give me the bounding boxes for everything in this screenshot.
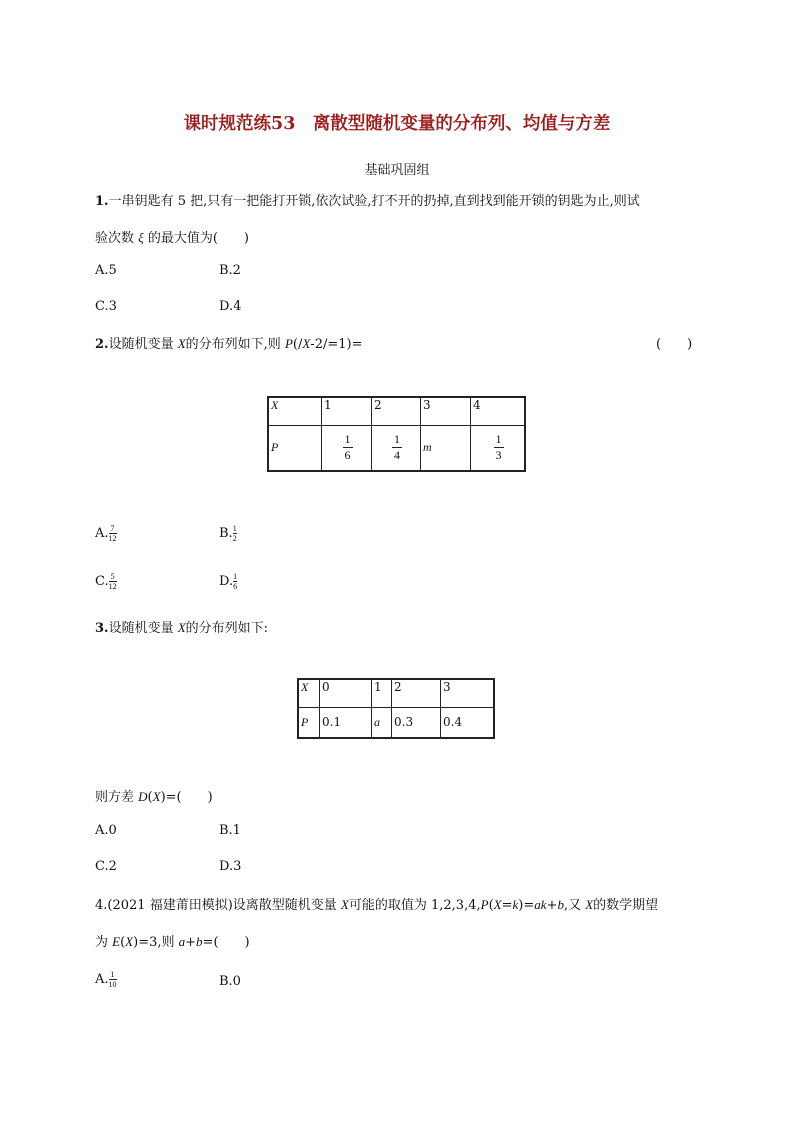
question-text: 则方差 [95,790,139,805]
math-symbol: -2/=1)= [310,337,363,352]
option-c: C.2 [95,859,117,874]
option-label: C. [95,574,109,589]
option-label: D. [219,574,234,589]
variable-ak: ak [534,897,547,912]
question-text: 设随机变量 [108,337,178,352]
question-text: )=3,则 [133,935,179,950]
numerator: 1 [233,572,238,581]
numerator: 1 [394,432,400,447]
question-4-line-1 [95,894,658,913]
table-cell: 3 [423,398,431,412]
numerator: 5 [110,572,115,581]
table-cell: 2 [374,398,382,412]
variable-b: b [196,934,203,949]
numerator: 1 [232,524,237,533]
question-text: 的分布列如下: [185,621,269,636]
math-symbol: ) [518,898,524,913]
math-symbol: = [523,898,535,913]
variable-x: X [177,336,186,351]
variable-x: X [585,897,594,912]
table-cell: 1 [324,398,332,412]
option-d: D.4 [219,299,242,314]
math-symbol: (/ [292,337,303,352]
question-number: 1. [95,194,109,209]
option-a: A.0 [95,823,117,838]
option-label: A. [95,972,109,987]
table-cell: X [301,680,309,694]
variable-a: a [178,934,186,949]
table-cell: 1 [374,680,382,694]
variable-x: X [340,897,349,912]
denominator: 12 [108,534,117,543]
question-2-line-1 [95,333,362,352]
question-text: 为 [95,935,113,950]
variable-p: P [284,336,293,351]
question-text: =( ) [202,935,250,950]
table-cell: P [301,714,309,729]
table-cell: 2 [394,680,402,694]
table-cell: m [423,440,432,455]
fraction [109,524,117,543]
denominator: 12 [108,582,117,591]
question-text: 的最大值为( ) [143,231,249,246]
distribution-table [297,678,495,739]
question-number: 3. [95,621,109,636]
option-label: A. [95,526,109,541]
variable-e: E [112,934,121,949]
variable-xi: ξ [138,230,144,245]
denominator: 2 [232,534,237,543]
question-3-ask [95,786,213,805]
variable-k: k [512,897,519,912]
distribution-table [267,396,526,472]
fraction [233,572,237,591]
table-cell: 4 [473,398,481,412]
table-cell: 0 [322,680,330,694]
variable-x: X [177,620,186,635]
option-a [95,524,117,543]
numerator: 7 [110,524,115,533]
question-1-line-2 [95,227,249,246]
option-d [219,572,237,591]
fraction [494,432,504,463]
question-3-line-1 [95,617,268,636]
fraction [343,432,353,463]
math-symbol: ( [120,935,126,950]
option-d: D.3 [219,859,242,874]
option-a: A.5 [95,263,117,278]
fraction [109,970,117,989]
question-text: (2021 福建莆田模拟)设离散型随机变量 [107,898,341,913]
option-b: B.2 [219,263,241,278]
question-text: 可能的取值为 1,2,3,4, [348,898,481,913]
variable-x: X [125,934,134,949]
option-b: B.0 [219,974,241,989]
question-text: 一串钥匙有 5 把,只有一把能打开锁,依次试验,打不开的扔掉,直到找到能开锁的钥匙为止,则试 [108,194,640,209]
table-cell: X [271,398,279,412]
denominator: 10 [108,980,117,989]
table-cell: a [374,714,380,729]
math-symbol: + [546,898,558,913]
table-cell: 0.4 [443,715,463,730]
section-subtitle: 基础巩固组 [364,163,430,178]
option-b: B.1 [219,823,241,838]
math-symbol: ( [147,790,153,805]
option-c: C.3 [95,299,117,314]
question-text: 的分布列如下,则 [185,337,285,352]
question-text: )=( ) [160,790,213,805]
option-label: B. [219,526,233,541]
fraction [392,432,402,463]
numerator: 1 [344,432,351,447]
numerator: 1 [495,432,502,447]
answer-paren: ( ) [656,337,693,352]
variable-b: b [557,897,564,912]
question-number: 4. [95,898,108,913]
denominator: 4 [394,448,400,463]
variable-d: D [138,789,148,804]
numerator: 1 [110,970,115,979]
fraction [109,572,117,591]
variable-p: P [480,897,489,912]
denominator: 6 [233,582,238,591]
option-a [95,970,117,989]
math-symbol: = [501,898,513,913]
question-text: 的数学期望 [593,898,659,913]
variable-x: X [302,336,311,351]
variable-x: X [152,789,161,804]
denominator: 3 [495,448,502,463]
question-text: 设随机变量 [108,621,178,636]
option-b [219,524,237,543]
variable-x: X [493,897,502,912]
fraction [233,524,237,543]
math-symbol: ( [488,898,494,913]
math-symbol: + [185,935,197,950]
table-cell: P [271,440,279,455]
page-title: 课时规范练53 离散型随机变量的分布列、均值与方差 [183,114,611,134]
table-cell: 3 [443,680,451,694]
question-number: 2. [95,337,109,352]
question-1-line-1 [95,190,640,209]
question-4-line-2 [95,931,250,950]
question-text: ,又 [563,898,586,913]
table-cell: 0.3 [394,715,414,730]
option-c [95,572,117,591]
table-cell: 0.1 [322,715,342,730]
denominator: 6 [344,448,351,463]
question-text: 验次数 [95,231,139,246]
